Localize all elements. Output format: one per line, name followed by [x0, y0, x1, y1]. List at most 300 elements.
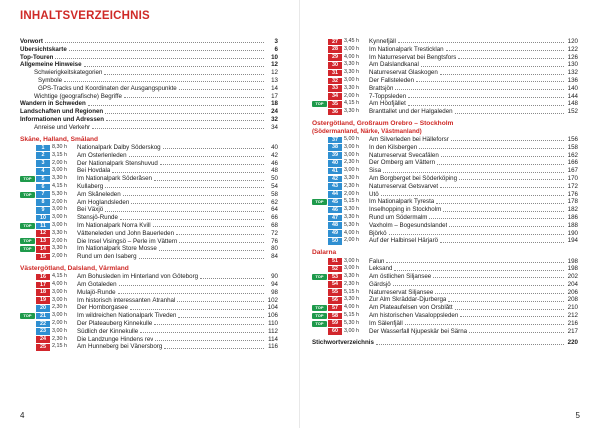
tour-row [312, 38, 578, 46]
tour-number: 59 [328, 320, 342, 327]
tour-number: 9 [36, 207, 50, 214]
leader-dots [455, 309, 564, 310]
leader-dots [88, 105, 264, 106]
tour-page: 140 [567, 84, 578, 92]
tour-duration: 4,15 h [52, 273, 67, 280]
tour-title: Am Höofjället [369, 100, 406, 108]
tour-number: 39 [328, 152, 342, 159]
entry-page: 18 [271, 100, 278, 108]
tour-title: Rund um Södermalm [369, 213, 428, 221]
leader-dots [179, 242, 264, 243]
tour-number: 40 [328, 160, 342, 167]
top-badge [20, 199, 35, 205]
leader-dots [398, 42, 564, 43]
leader-dots [178, 317, 264, 318]
top-badge: TOP [20, 176, 35, 182]
tour-row [20, 152, 278, 160]
top-badge [312, 230, 327, 236]
tour-duration: 2,15 h [52, 343, 67, 350]
tour-title: Branttallet und der Halgaleden [369, 108, 453, 116]
tour-row [312, 214, 578, 222]
leader-dots [441, 156, 564, 157]
tour-duration: 3,00 h [52, 288, 67, 295]
top-badge [312, 137, 327, 143]
tour-title: Am Gotaleden [77, 281, 117, 289]
tour-title: Am Borgberget bei Söderköping [369, 174, 458, 182]
tour-row [20, 320, 278, 328]
tour-page: 54 [271, 182, 278, 190]
tour-duration: 3,30 h [344, 61, 359, 68]
toc-entry [20, 46, 278, 54]
tour-page: 206 [567, 288, 578, 296]
tour-number: 51 [328, 258, 342, 265]
tour-row [20, 222, 278, 230]
tour-number: 33 [328, 85, 342, 92]
leader-dots [140, 332, 264, 333]
tour-page: 102 [267, 296, 278, 304]
leader-dots [408, 105, 564, 106]
tour-duration: 2,30 h [344, 159, 359, 166]
tour-title: Naturreservat Svecafälen [369, 151, 439, 159]
tour-number: 4 [36, 168, 50, 175]
leader-dots [383, 172, 564, 173]
leader-dots [105, 211, 264, 212]
tour-number: 27 [328, 39, 342, 46]
tour-title: Kullaberg [77, 182, 104, 190]
leader-dots [176, 234, 264, 235]
tour-number: 2 [36, 152, 50, 159]
tour-page: 178 [567, 198, 578, 206]
tour-duration: 5,30 h [52, 190, 67, 197]
entry-title: Übersichtskarte [20, 45, 67, 53]
tour-page: 204 [567, 280, 578, 288]
leader-dots [416, 81, 564, 82]
section-title: Dalarna [312, 249, 337, 257]
tour-title: Stensjö-Runde [77, 214, 118, 222]
leader-dots [84, 66, 264, 67]
tour-row [20, 230, 278, 238]
entry-page: 32 [271, 115, 278, 123]
leader-dots [446, 50, 564, 51]
tour-row [20, 273, 278, 281]
tour-row [312, 273, 578, 281]
tour-row [20, 312, 278, 320]
tour-duration: 2,00 h [52, 237, 67, 244]
tour-title: Im Naturreservat bei Bengtsfors [369, 53, 457, 61]
tour-title: Die Landzunge Hindens rev [77, 335, 154, 343]
tour-number: 52 [328, 266, 342, 273]
tour-page: 210 [567, 304, 578, 312]
tour-row [312, 198, 578, 206]
tour-page: 84 [271, 253, 278, 261]
top-badge [312, 160, 327, 166]
entry-title: Allgemeine Hinweise [20, 61, 82, 69]
tour-number: 38 [328, 144, 342, 151]
toc-entry [20, 54, 278, 62]
top-badge: TOP [312, 305, 327, 311]
tour-number: 13 [36, 238, 50, 245]
leader-dots [112, 172, 264, 173]
top-badge [312, 109, 327, 115]
tour-page: 132 [567, 69, 578, 77]
top-badge: TOP [312, 321, 327, 327]
tour-duration: 2,00 h [52, 198, 67, 205]
tour-row [312, 296, 578, 304]
toc-left-column [20, 38, 278, 351]
leader-dots [440, 242, 564, 243]
tour-page: 217 [567, 327, 578, 335]
tour-title: Südlich der Kinnekulle [77, 327, 139, 335]
tour-page: 162 [567, 151, 578, 159]
tour-number: 37 [328, 137, 342, 144]
tour-duration: 4,15 h [52, 182, 67, 189]
tour-title: Im Nationalpark Söderåsen [77, 175, 152, 183]
tour-page: 190 [567, 229, 578, 237]
leader-dots [395, 89, 564, 90]
leader-dots [120, 219, 264, 220]
tour-duration: 3,00 h [344, 327, 359, 334]
tour-row [312, 159, 578, 167]
tour-page: 158 [567, 143, 578, 151]
tour-title: Im Nationalpark Norra Kvill [77, 221, 151, 229]
tour-row [20, 183, 278, 191]
tour-title: Am Hunneberg bei Vänersborg [77, 343, 163, 351]
top-badge [20, 298, 35, 304]
tour-number: 46 [328, 207, 342, 214]
tour-row [20, 297, 278, 305]
leader-dots [159, 250, 264, 251]
tour-duration: 2,00 h [344, 92, 359, 99]
tour-page: 172 [567, 182, 578, 190]
tour-duration: 5,30 h [344, 221, 359, 228]
entry-title: Informationen und Adressen [20, 115, 104, 123]
leader-dots [449, 226, 564, 227]
entry-page: 14 [271, 84, 278, 92]
tour-title: Im Nationalpark Store Mosse [77, 245, 157, 253]
tour-duration: 5,30 h [344, 319, 359, 326]
top-badge: TOP [312, 199, 327, 205]
leader-dots [160, 164, 264, 165]
tour-title: Im Nationalpark Tyresta [369, 198, 435, 206]
tour-page: 198 [567, 257, 578, 265]
tour-row [312, 304, 578, 312]
tour-duration: 3,30 h [52, 175, 67, 182]
tour-number: 50 [328, 238, 342, 245]
tour-page: 112 [268, 327, 278, 335]
tour-duration: 2,30 h [344, 280, 359, 287]
tour-number: 24 [36, 336, 50, 343]
leader-dots [104, 74, 264, 75]
tour-duration: 3,30 h [344, 273, 359, 280]
tour-page: 182 [567, 206, 578, 214]
tour-duration: 3,30 h [344, 206, 359, 213]
leader-dots [124, 97, 264, 98]
leader-dots [437, 164, 564, 165]
tour-duration: 2,30 h [52, 304, 67, 311]
tour-title: Am Österlenleden [77, 151, 127, 159]
leader-dots [440, 74, 564, 75]
tour-number: 22 [36, 321, 50, 328]
leader-dots [389, 234, 564, 235]
leader-dots [440, 187, 564, 188]
leader-dots [429, 218, 564, 219]
tour-title: Im Sälenfjäll [369, 319, 403, 327]
tour-row [312, 46, 578, 54]
top-badge [312, 145, 327, 151]
tour-duration: 5,15 h [344, 288, 359, 295]
top-badge [20, 153, 35, 159]
top-badge [20, 145, 35, 151]
leader-dots [153, 226, 264, 227]
tour-page: 72 [271, 229, 278, 237]
tour-title: Falun [369, 257, 385, 265]
tour-number: 19 [36, 297, 50, 304]
entry-page: 34 [271, 123, 278, 131]
tour-page: 46 [271, 159, 278, 167]
tour-row [312, 222, 578, 230]
entry-page: 12 [271, 69, 278, 77]
top-badge: TOP [20, 223, 35, 229]
tour-number: 10 [36, 215, 50, 222]
tour-page: 114 [268, 335, 278, 343]
leader-dots [64, 81, 264, 82]
tour-row [312, 175, 578, 183]
tour-page: 167 [567, 167, 578, 175]
tour-title: Bei Hovdala [77, 167, 111, 175]
top-badge [312, 282, 327, 288]
tour-page: 48 [271, 167, 278, 175]
entry-title: Anreise und Verkehr [34, 123, 91, 131]
tour-page: 202 [567, 273, 578, 281]
top-badge [312, 54, 327, 60]
top-badge: TOP [312, 313, 327, 319]
top-badge [312, 39, 327, 45]
tour-number: 16 [36, 274, 50, 281]
toc-entry [20, 93, 278, 101]
top-badge [20, 305, 35, 311]
tour-title: Der Omberg am Vättern [369, 159, 436, 167]
leader-dots [200, 278, 264, 279]
tour-title: Leksand [369, 265, 393, 273]
entry-title: GPS-Tracks und Koordinaten der Ausgangspunkte [38, 84, 177, 92]
tour-title: Am Plateaufelsen von Orsblått [369, 304, 453, 312]
leader-dots [179, 89, 264, 90]
entry-page: 13 [271, 76, 278, 84]
tour-row [20, 245, 278, 253]
leader-dots [443, 211, 564, 212]
toc-entry [20, 77, 278, 85]
tour-row [312, 152, 578, 160]
section-title: Skåne, Halland, Småland [20, 135, 99, 143]
tour-title: Naturreservat Siljansee [369, 288, 434, 296]
tour-page: 130 [567, 61, 578, 69]
tour-number: 43 [328, 183, 342, 190]
tour-number: 6 [36, 184, 50, 191]
tour-page: 94 [271, 281, 278, 289]
tour-row [20, 199, 278, 207]
leader-dots [154, 324, 264, 325]
tour-title: Inselhopping in Stockholm [369, 206, 442, 214]
entry-title: Vorwort [20, 38, 43, 45]
tour-number: 49 [328, 230, 342, 237]
tour-duration: 3,15 h [52, 151, 67, 158]
page-number-right: 5 [575, 411, 580, 420]
tour-row [312, 206, 578, 214]
tour-page: 98 [271, 288, 278, 296]
entry-page: 24 [271, 108, 278, 116]
tour-number: 17 [36, 282, 50, 289]
tour-number: 42 [328, 176, 342, 183]
tour-page: 80 [271, 245, 278, 253]
tour-title: Zur Alm Skräddar-Djurberga [369, 296, 447, 304]
top-badge [312, 93, 327, 99]
tour-number: 57 [328, 305, 342, 312]
section-title: Västergötland, Dalsland, Värmland [20, 264, 129, 272]
top-badge [312, 329, 327, 335]
tour-number: 3 [36, 160, 50, 167]
tour-row [312, 93, 578, 101]
toc-right-column [312, 38, 578, 347]
tour-duration: 3,00 h [344, 45, 359, 52]
tour-number: 35 [328, 101, 342, 108]
tour-row [312, 265, 578, 273]
top-badge [20, 160, 35, 166]
top-badge [20, 337, 35, 343]
tour-row [312, 77, 578, 85]
tour-row [20, 144, 278, 152]
tour-row [20, 238, 278, 246]
leader-dots [419, 148, 564, 149]
tour-page: 110 [268, 320, 278, 328]
tour-duration: 3,00 h [344, 257, 359, 264]
top-badge: TOP [312, 274, 327, 280]
tour-duration: 2,00 h [52, 159, 67, 166]
section-title: Östergötland, Großraum Orebro – Stockholm [312, 119, 454, 127]
tour-duration: 3,30 h [52, 245, 67, 252]
tour-number: 1 [36, 145, 50, 152]
tour-number: 11 [36, 223, 50, 230]
tour-page: 216 [567, 319, 578, 327]
leader-dots [455, 113, 564, 114]
tour-page: 186 [567, 213, 578, 221]
tour-number: 7 [36, 191, 50, 198]
leader-dots [69, 50, 264, 51]
index-entry [312, 339, 578, 347]
tour-duration: 4,00 h [52, 281, 67, 288]
tour-row [312, 108, 578, 116]
tour-page: 156 [567, 135, 578, 143]
tour-title: Vätteneleden und John Bauerleden [77, 229, 175, 237]
top-badge: TOP [20, 238, 35, 244]
top-badge [312, 266, 327, 272]
tour-number: 14 [36, 246, 50, 253]
leader-dots [394, 270, 564, 271]
page-number-left: 4 [20, 411, 25, 420]
tour-row [20, 206, 278, 214]
tour-row [312, 230, 578, 238]
tour-page: 194 [567, 237, 578, 245]
tour-duration: 5,00 h [344, 135, 359, 142]
leader-dots [381, 195, 564, 196]
tour-duration: 3,00 h [344, 265, 359, 272]
tour-title: Im Nationalpark Tresticklan [369, 45, 444, 53]
tour-page: 152 [567, 108, 578, 116]
toc-entry [20, 124, 278, 132]
leader-dots [139, 258, 264, 259]
entry-page: 3 [274, 38, 278, 45]
leader-dots [55, 58, 264, 59]
tour-duration: 3,30 h [344, 213, 359, 220]
entry-title: Top-Touren [20, 53, 54, 61]
leader-dots [469, 332, 564, 333]
tour-page: 106 [267, 312, 278, 320]
tour-page: 58 [271, 190, 278, 198]
tour-page: 64 [271, 206, 278, 214]
top-badge [312, 86, 327, 92]
leader-dots [105, 113, 264, 114]
tour-title: Die Insel Visingsö – Perle im Vättern [77, 237, 178, 245]
tour-duration: 3,00 h [52, 312, 67, 319]
top-badge [20, 344, 35, 350]
tour-duration: 8,30 h [52, 143, 67, 150]
tour-duration: 3,30 h [344, 174, 359, 181]
tour-duration: 2,00 h [52, 253, 67, 260]
tour-row [20, 167, 278, 175]
toc-entry [20, 108, 278, 116]
leader-dots [92, 128, 264, 129]
toc-entry [20, 61, 278, 69]
leader-dots [154, 180, 264, 181]
tour-title: Der Fallsteleden [369, 76, 415, 84]
tour-duration: 3,00 h [52, 296, 67, 303]
tour-title: Der Nationalpark Stenshuvud [77, 159, 158, 167]
top-badge [20, 207, 35, 213]
tour-page: 68 [271, 221, 278, 229]
tour-page: 40 [271, 143, 278, 151]
tour-duration: 5,15 h [344, 312, 359, 319]
leader-dots [119, 285, 264, 286]
tour-page: 208 [567, 296, 578, 304]
tour-title: 7-Toppsleden [369, 92, 407, 100]
tour-title: Am östlichen Siljansee [369, 273, 432, 281]
tour-title: Sisa [369, 167, 382, 175]
tour-duration: 2,30 h [344, 182, 359, 189]
tour-duration: 3,30 h [344, 84, 359, 91]
tour-page: 50 [271, 175, 278, 183]
top-badge [312, 207, 327, 213]
tour-number: 20 [36, 305, 50, 312]
tour-page: 122 [567, 45, 578, 53]
tour-row [312, 183, 578, 191]
tour-row [312, 144, 578, 152]
toc-entry [20, 69, 278, 77]
top-badge [312, 223, 327, 229]
tour-row [20, 160, 278, 168]
top-badge [312, 78, 327, 84]
toc-entry [20, 100, 278, 108]
tour-duration: 3,00 h [344, 143, 359, 150]
top-badge [20, 168, 35, 174]
tour-title: Am Bohusleden im Hinterland von Göteborg [77, 273, 199, 281]
leader-dots [459, 179, 564, 180]
tour-number: 21 [36, 313, 50, 320]
tour-row [312, 167, 578, 175]
tour-number: 45 [328, 199, 342, 206]
tour-number: 31 [328, 70, 342, 77]
top-badge [312, 290, 327, 296]
tour-row [20, 336, 278, 344]
tour-row [20, 175, 278, 183]
